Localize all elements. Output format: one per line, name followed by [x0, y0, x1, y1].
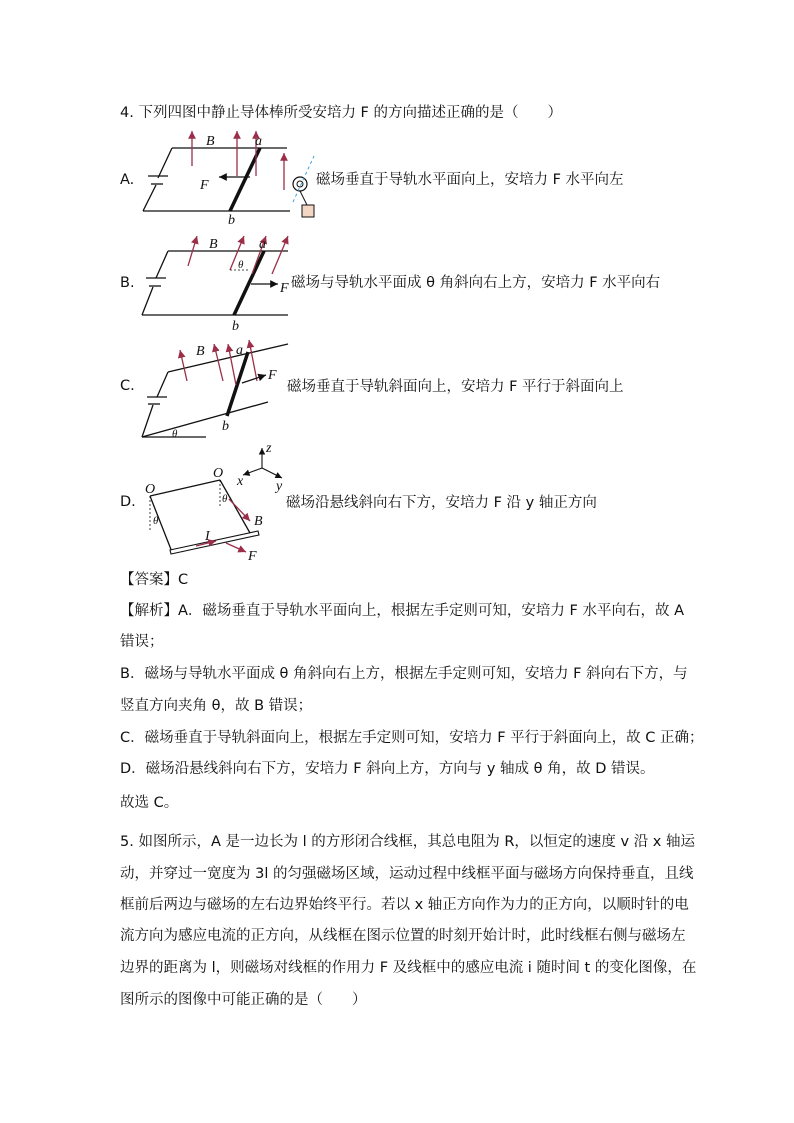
analysis-line-4: 竖直方向夹角 θ，故 B 错误； [120, 698, 313, 714]
question-5-line-2: 动，并穿过一宽度为 3l 的匀强磁场区域，运动过程中线框平面与磁场方向保持垂直，且线 [120, 866, 694, 882]
question-5-line-1: 5. 如图所示，A 是一边长为 l 的方形闭合线框，其总电阻为 R，以恒定的速度 v 沿 x 轴运 [120, 834, 695, 850]
label-a-c: a [236, 343, 243, 358]
b-field-arrows-d [229, 499, 250, 521]
analysis-line-3: B．磁场与导轨水平面成 θ 角斜向右上方，根据左手定则可知，安培力 F 斜向右下方，与 [120, 666, 688, 682]
label-f-d: F [248, 549, 257, 564]
force-arrow-d [226, 543, 246, 552]
label-a-b: a [259, 237, 266, 252]
label-f-c: F [268, 368, 277, 383]
label-z: z [266, 441, 272, 456]
label-o-left: O [145, 482, 156, 497]
label-o-right: O [213, 466, 224, 481]
analysis-line-2: 错误； [120, 634, 164, 650]
label-b-field-a: B [206, 134, 215, 149]
option-d-label: D. [120, 494, 136, 510]
question-5-line-3: 框前后两边与磁场的左右边界始终平行。若以 x 轴正方向作为力的正方向，以顺时针的电 [120, 897, 689, 913]
label-x: x [237, 474, 244, 489]
label-b-b: b [232, 319, 239, 334]
analysis-line-6: D．磁场沿悬线斜向右下方，安培力 F 斜向上方，方向与 y 轴成 θ 角，故 D 错误。 [120, 761, 655, 777]
label-theta-c: θ [172, 428, 178, 440]
option-d-desc: 磁场沿悬线斜向右下方，安培力 F 沿 y 轴正方向 [286, 495, 597, 511]
label-f-a: F [200, 178, 209, 193]
label-i-d: I [205, 529, 210, 544]
conductor-rod-d [170, 531, 259, 554]
label-a-a: a [255, 134, 262, 149]
label-theta-d1: θ [153, 515, 159, 527]
analysis-line-7: 故选 C。 [120, 795, 179, 811]
label-b-field-b: B [209, 237, 218, 252]
label-b-a: b [228, 213, 235, 228]
label-f-b: F [280, 281, 289, 296]
label-b-field-d: B [254, 514, 263, 529]
option-a-label: A. [120, 172, 135, 188]
option-c-label: C. [120, 378, 135, 394]
label-b-c: b [222, 419, 229, 434]
answer: 【答案】C [120, 572, 189, 588]
option-a-desc: 磁场垂直于导轨水平面向上，安培力 F 水平向左 [316, 172, 624, 188]
analysis-line-1: 【解析】A．磁场垂直于导轨水平面向上，根据左手定则可知，安培力 F 水平向右，故 A [120, 603, 685, 619]
question-5-line-5: 边界的距离为 l，则磁场对线框的作用力 F 及线框中的感应电流 i 随时间 t 的变化图像，在 [120, 960, 697, 976]
question-5-line-6: 图所示的图像中可能正确的是（ ） [120, 992, 367, 1008]
support-bar-d [150, 480, 220, 496]
option-c-desc: 磁场垂直于导轨斜面向上，安培力 F 平行于斜面向上 [287, 379, 624, 395]
label-y: y [276, 479, 283, 494]
label-b-field-c: B [196, 344, 205, 359]
label-theta-d2: θ [222, 493, 228, 505]
analysis-line-5: C．磁场垂直于导轨斜面向上，根据左手定则可知，安培力 F 平行于斜面向上，故 C 正确； [120, 730, 704, 746]
option-b-desc: 磁场与导轨水平面成 θ 角斜向右上方，安培力 F 水平向右 [291, 275, 661, 291]
axes-d [243, 448, 282, 478]
suspension-lines-d [150, 480, 250, 552]
question-5-line-4: 流方向为感应电流的正方向，从线框在图示位置的时刻开始计时，此时线框右侧与磁场左 [120, 928, 686, 944]
option-b-label: B. [120, 275, 135, 291]
label-theta-b: θ [238, 259, 244, 271]
question-4-stem: 4. 下列四图中静止导体棒所受安培力 F 的方向描述正确的是（ ） [120, 105, 562, 121]
